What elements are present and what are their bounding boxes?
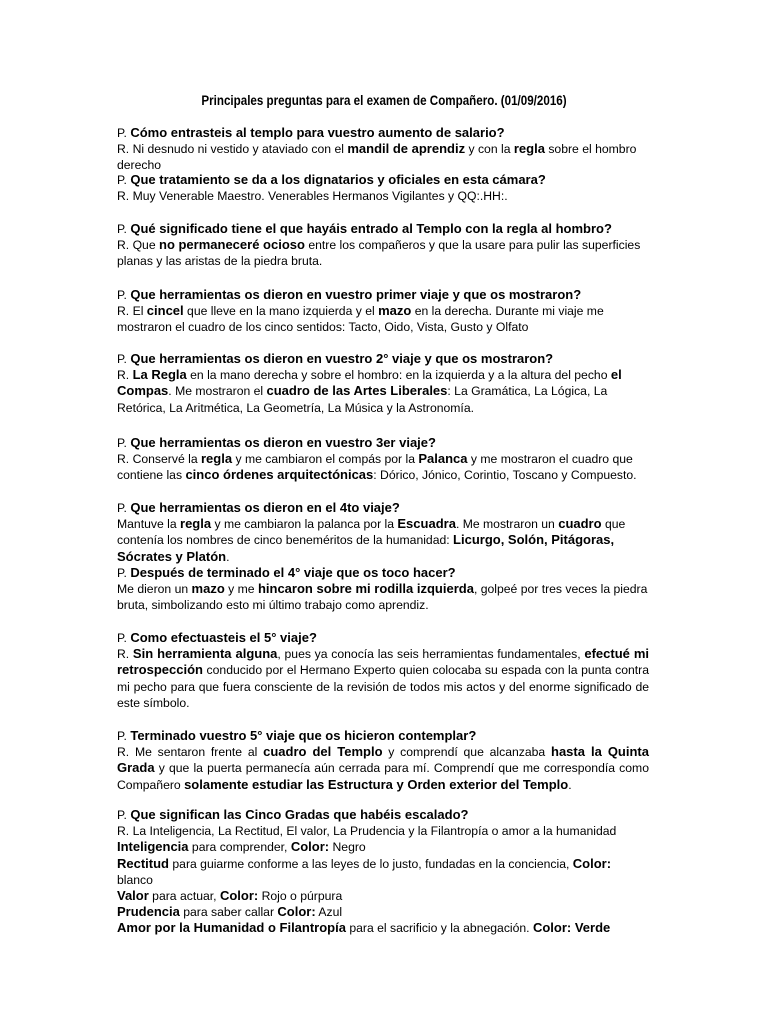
qa-item — [117, 500, 649, 565]
question-label: P. — [117, 501, 131, 515]
question-text: Qué significado tiene el que hayáis entrado al Templo con la regla al hombro? — [130, 221, 612, 236]
question-label: P. — [117, 729, 131, 743]
answer-text: sobre el hombro derecho — [117, 142, 637, 173]
answer-line — [117, 904, 649, 920]
bold-term: Sin herramienta alguna — [132, 646, 278, 662]
answer-line — [117, 888, 649, 904]
answer-text: R. — [117, 647, 133, 662]
answer-text: R. Muy Venerable Maestro. Venerables Hermanos Vigilantes y QQ:.HH:. — [117, 189, 508, 204]
answer — [117, 744, 649, 793]
answer-text: . — [226, 549, 230, 564]
answer-text: : La Gramática, La Lógica, La Retórica, La Aritmética, La Geometría, La Música y la Astronomía. — [117, 384, 608, 415]
qa-item — [117, 172, 649, 204]
answer-text: R. El — [117, 304, 147, 319]
bold-term: regla — [201, 451, 233, 467]
answer-text: Mantuve la — [117, 517, 181, 532]
answer — [117, 516, 649, 565]
qa-item — [117, 807, 649, 937]
answer — [117, 451, 649, 483]
question-text: Que significan las Cinco Gradas que habéis escalado? — [130, 807, 469, 822]
qa-item — [117, 728, 649, 793]
answer — [117, 367, 649, 416]
question-text: Que herramientas os dieron en vuestro 3er viaje? — [130, 435, 436, 450]
bold-term: Color: Verde — [532, 920, 611, 936]
answer — [117, 237, 649, 269]
qa-item — [117, 287, 649, 336]
answer-text: para comprender, — [188, 840, 291, 855]
question-label: P. — [117, 436, 131, 450]
answer-text: , golpeé por tres veces la piedra bruta, simbolizando esto mi último trabajo como aprendiz. — [117, 582, 648, 613]
bold-term: Rectitud — [117, 855, 169, 871]
question — [117, 807, 649, 823]
answer-text: y me — [224, 582, 258, 597]
bold-term: regla — [513, 141, 545, 157]
qa-item — [117, 435, 649, 484]
answer — [117, 646, 649, 711]
bold-term: Color: — [290, 839, 330, 855]
answer-text: R. Ni desnudo ni vestido y ataviado con el — [117, 142, 348, 157]
answer-line — [117, 839, 649, 855]
question — [117, 728, 649, 744]
question — [117, 287, 649, 303]
bold-term: mandil de aprendiz — [347, 141, 466, 157]
bold-term: hincaron sobre mi rodilla izquierda — [257, 581, 474, 597]
question-label: P. — [117, 808, 131, 822]
answer-text: . Me mostraron un — [455, 517, 559, 532]
bold-term: cuadro — [558, 516, 602, 532]
bold-term: Color: — [219, 888, 259, 904]
answer-text: que lleve en la mano izquierda y el — [183, 304, 379, 319]
answer-text: y me cambiaron la palanca por la — [211, 517, 398, 532]
bold-term: mazo — [191, 581, 225, 597]
answer-text: R. Conservé la — [117, 452, 201, 467]
question-label: P. — [117, 352, 131, 366]
answer-text: Negro — [329, 840, 366, 855]
answer-text: para saber callar — [179, 905, 278, 920]
question-label: P. — [117, 126, 131, 140]
question — [117, 500, 649, 516]
bold-term: Color: — [277, 904, 316, 920]
question — [117, 351, 649, 367]
bold-term: regla — [180, 516, 212, 532]
document-title: Principales preguntas para el examen de Compañero. (01/09/2016) — [201, 93, 567, 108]
bold-term: Palanca — [418, 451, 468, 467]
question — [117, 565, 649, 581]
answer-text: , pues ya conocía las seis herramientas fundamentales, — [277, 647, 585, 662]
bold-term: Prudencia — [117, 904, 180, 920]
bold-term: efectué mi retrospección — [117, 646, 649, 678]
answer-text: para guiarme conforme a las leyes de lo justo, fundadas en la conciencia, — [169, 856, 573, 871]
bold-term: mazo — [378, 303, 412, 319]
bold-term: cincel — [146, 303, 184, 319]
answer-text: : Dórico, Jónico, Corintio, Toscano y Compuesto. — [373, 468, 637, 483]
bold-term: Color: — [572, 855, 612, 871]
question-text: Terminado vuestro 5° viaje que os hicieron contemplar? — [130, 728, 477, 743]
bold-term: Inteligencia — [117, 839, 189, 855]
answer — [117, 188, 649, 204]
answer-text: para actuar, — [148, 889, 220, 904]
answer-text: y me mostraron el cuadro que contiene las — [117, 452, 633, 483]
bold-term: Escuadra — [397, 516, 456, 532]
bold-term: Licurgo, Solón, Pitágoras, Sócrates y Platón — [117, 532, 615, 564]
question — [117, 125, 649, 141]
qa-item — [117, 125, 649, 174]
qa-item — [117, 630, 649, 711]
answer-text: entre los compañeros y que la usare para pulir las superficies planas y las aristas de la piedra bruta. — [117, 238, 641, 269]
bold-term: La Regla — [132, 367, 187, 383]
question-text: Que herramientas os dieron en vuestro 2° viaje y que os mostraron? — [130, 351, 554, 366]
qa-item — [117, 351, 649, 416]
bold-term: solamente estudiar las Estructura y Orden exterior del Templo — [184, 776, 569, 792]
answer-text: . — [568, 777, 572, 792]
question-label: P. — [117, 173, 131, 187]
bold-term: cuadro de las Artes Liberales — [266, 383, 448, 399]
answer-text: conducido por el Hermano Experto quien colocaba su espada con la punta contra mi pecho para que fuera consciente de la revisión de todos mis actos y del enorme significado de este símbolo. — [117, 663, 649, 710]
qa-item — [117, 221, 649, 270]
question — [117, 172, 649, 188]
answer-text: que contenía los nombres de cinco beneméritos de la humanidad: — [117, 517, 626, 548]
answer-text: R. La Inteligencia, La Rectitud, El valor, La Prudencia y la Filantropía o amor a la humanidad — [117, 824, 617, 839]
bold-term: Valor — [117, 888, 149, 904]
question — [117, 435, 649, 451]
question-label: P. — [117, 631, 131, 645]
question-text: Que herramientas os dieron en el 4to viaje? — [130, 500, 400, 515]
bold-term: el Compas — [117, 367, 622, 399]
question-text: Después de terminado el 4° viaje que os toco hacer? — [130, 565, 456, 580]
answer-text: y que la puerta permanecía aún cerrada para mí. Comprendí que me correspondía como Compañero — [117, 761, 649, 792]
bold-term: cinco órdenes arquitectónicas — [185, 467, 374, 483]
question — [117, 630, 649, 646]
answer-text: para el sacrificio y la abnegación. — [345, 921, 533, 936]
answer-text: y con la — [465, 142, 514, 157]
question-label: P. — [117, 222, 131, 236]
answer-text: Azul — [315, 905, 343, 920]
qa-item — [117, 565, 649, 614]
answer-text: Rojo o púrpura — [258, 889, 343, 904]
answer-text: en la mano derecha y sobre el hombro: en la izquierda y a la altura del pecho — [186, 368, 611, 383]
bold-term: hasta la Quinta Grada — [117, 744, 649, 776]
answer-text: y comprendí que alcanzaba — [382, 745, 551, 760]
question-text: Como efectuasteis el 5° viaje? — [130, 630, 317, 645]
question-label: P. — [117, 566, 131, 580]
answer-text: R. Que — [117, 238, 159, 253]
question-text: Cómo entrasteis al templo para vuestro aumento de salario? — [130, 125, 505, 140]
answer-text: y me cambiaron el compás por la — [232, 452, 419, 467]
bold-term: Amor por la Humanidad o Filantropía — [117, 920, 346, 936]
question-text: Que tratamiento se da a los dignatarios y oficiales en esta cámara? — [130, 172, 546, 187]
answer — [117, 141, 649, 173]
answer — [117, 303, 649, 335]
bold-term: no permaneceré ocioso — [159, 237, 305, 253]
answer-line — [117, 920, 649, 936]
answer-text: en la derecha. Durante mi viaje me mostraron el cuadro de los cinco sentidos: Tacto, Oido, Vista, Gusto y Olfato — [117, 304, 604, 335]
bold-term: cuadro del Templo — [263, 744, 383, 760]
answer-text: blanco — [117, 872, 153, 887]
answer-text: . Me mostraron el — [168, 384, 267, 399]
answer-text: Me dieron un — [117, 582, 192, 597]
answer — [117, 581, 649, 613]
answer-line — [117, 856, 649, 888]
question-label: P. — [117, 288, 131, 302]
question — [117, 221, 649, 237]
answer-line — [117, 823, 649, 839]
answer-text: R. — [117, 368, 133, 383]
answer-text: R. Me sentaron frente al — [117, 745, 264, 760]
question-text: Que herramientas os dieron en vuestro primer viaje y que os mostraron? — [130, 287, 582, 302]
